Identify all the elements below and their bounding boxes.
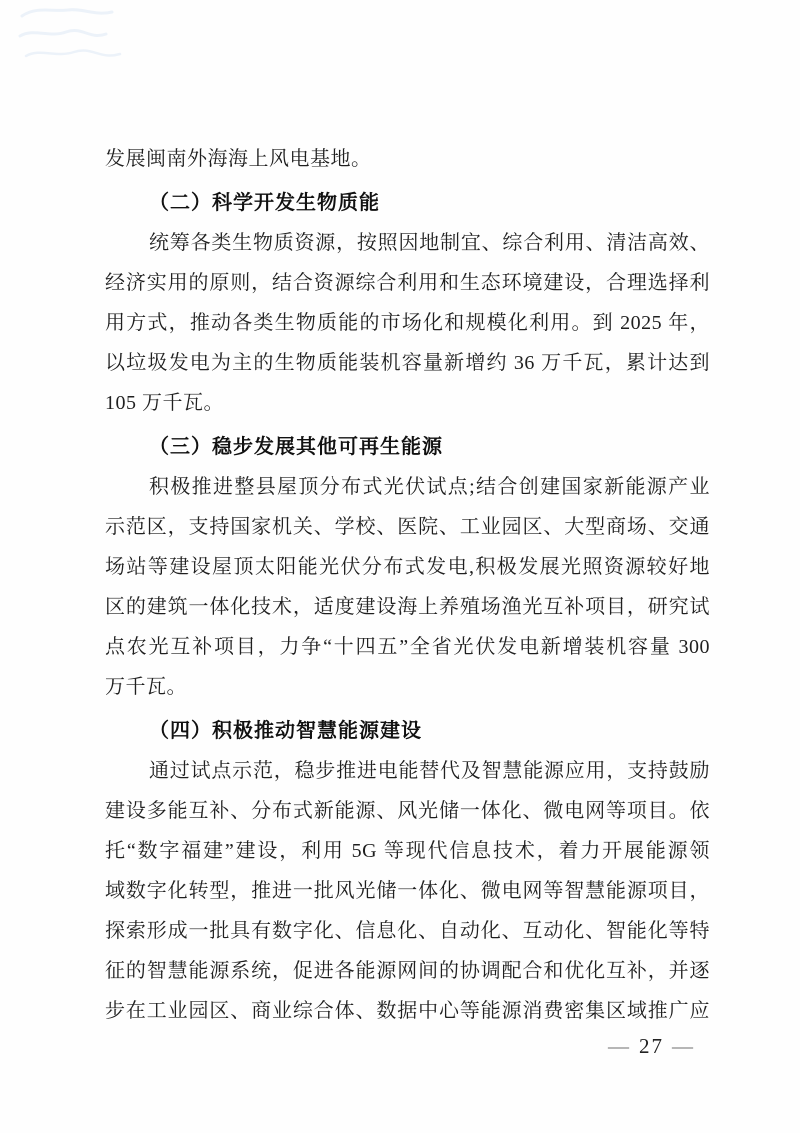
text-line: 场站等建设屋顶太阳能光伏分布式发电,积极发展光照资源较好地 xyxy=(105,556,710,578)
text-line: 征的智慧能源系统，促进各能源网间的协调配合和优化互补，并逐 xyxy=(105,960,710,982)
text-line: 托“数字福建”建设，利用 5G 等现代信息技术，着力开展能源领 xyxy=(105,840,710,862)
section-heading: （四）积极推动智慧能源建设 xyxy=(149,720,422,742)
text-line: 积极推进整县屋顶分布式光伏试点;结合创建国家新能源产业 xyxy=(149,476,710,498)
text-line: 统筹各类生物质资源，按照因地制宜、综合利用、清洁高效、 xyxy=(149,232,710,254)
text-line: 建设多能互补、分布式新能源、风光储一体化、微电网等项目。依 xyxy=(105,800,710,822)
page-number xyxy=(600,1034,703,1059)
page-number-value: 27 xyxy=(639,1034,664,1058)
section-heading: （三）稳步发展其他可再生能源 xyxy=(149,436,443,458)
text-line: 点农光互补项目，力争“十四五”全省光伏发电新增装机容量 300 xyxy=(105,636,710,658)
section-heading: （二）科学开发生物质能 xyxy=(149,192,380,214)
text-line: 步在工业园区、商业综合体、数据中心等能源消费密集区域推广应 xyxy=(105,1000,710,1022)
document-content xyxy=(105,139,710,1031)
text-line: 以垃圾发电为主的生物质能装机容量新增约 36 万千瓦，累计达到 xyxy=(105,352,710,374)
text-line: 发展闽南外海海上风电基地。 xyxy=(105,148,372,170)
footer-dash-left: — xyxy=(608,1034,631,1058)
text-line: 示范区，支持国家机关、学校、医院、工业园区、大型商场、交通 xyxy=(105,516,710,538)
text-line: 105 万千瓦。 xyxy=(105,392,224,414)
text-line: 通过试点示范，稳步推进电能替代及智慧能源应用，支持鼓励 xyxy=(149,760,710,782)
text-line: 域数字化转型，推进一批风光储一体化、微电网等智慧能源项目， xyxy=(105,880,710,902)
footer-dash-right: — xyxy=(672,1034,695,1058)
text-line: 万千瓦。 xyxy=(105,676,187,698)
scan-artifact xyxy=(16,2,136,72)
text-line: 经济实用的原则，结合资源综合利用和生态环境建设，合理选择利 xyxy=(105,272,710,294)
text-line: 探索形成一批具有数字化、信息化、自动化、互动化、智能化等特 xyxy=(105,920,710,942)
text-line: 用方式，推动各类生物质能的市场化和规模化利用。到 2025 年， xyxy=(105,312,710,334)
text-line: 区的建筑一体化技术，适度建设海上养殖场渔光互补项目，研究试 xyxy=(105,596,710,618)
